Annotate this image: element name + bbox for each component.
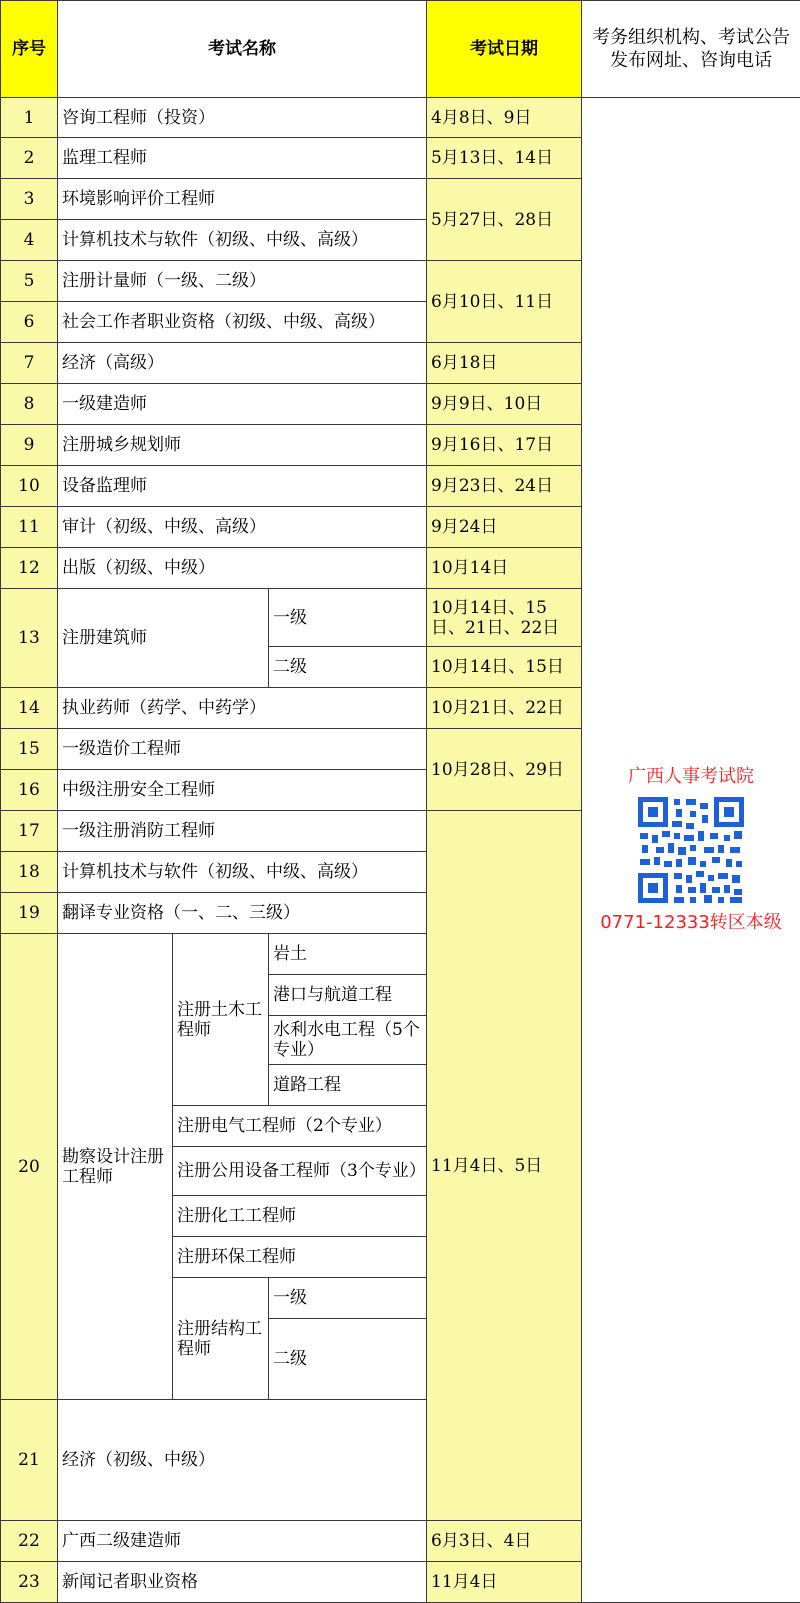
exam-date: 5月13日、14日 [427, 138, 582, 179]
exam-name: 审计（初级、中级、高级） [58, 507, 427, 548]
header-seq: 序号 [1, 1, 58, 98]
exam-sub-level: 一级 [269, 1278, 427, 1319]
header-exam-date: 考试日期 [427, 1, 582, 98]
exam-name: 中级注册安全工程师 [58, 770, 427, 811]
row-seq: 4 [1, 220, 58, 261]
header-exam-name: 考试名称 [58, 1, 427, 98]
row-seq: 3 [1, 179, 58, 220]
org-phone: 0771-12333转区本级 [600, 912, 782, 933]
exam-date: 6月10日、11日 [427, 261, 582, 343]
row-seq: 9 [1, 425, 58, 466]
exam-name: 一级造价工程师 [58, 729, 427, 770]
header-org: 考务组织机构、考试公告发布网址、咨询电话 [582, 1, 800, 98]
exam-name: 执业药师（药学、中药学） [58, 688, 427, 729]
exam-date: 6月18日 [427, 343, 582, 384]
exam-name: 计算机技术与软件（初级、中级、高级） [58, 220, 427, 261]
exam-name: 监理工程师 [58, 138, 427, 179]
org-name: 广西人事考试院 [628, 766, 755, 787]
row-seq: 17 [1, 811, 58, 852]
exam-date: 9月16日、17日 [427, 425, 582, 466]
exam-date: 10月14日、15日 [427, 647, 582, 688]
exam-sub-category: 注册土木工程师 [173, 934, 269, 1106]
exam-date: 9月23日、24日 [427, 466, 582, 507]
exam-name: 新闻记者职业资格 [58, 1562, 427, 1603]
org-cell [582, 98, 800, 1603]
exam-date: 6月3日、4日 [427, 1521, 582, 1562]
row-seq: 19 [1, 893, 58, 934]
exam-date: 11月4日、5日 [427, 811, 582, 1521]
row-seq: 22 [1, 1521, 58, 1562]
row-seq: 11 [1, 507, 58, 548]
row-seq: 12 [1, 548, 58, 589]
exam-date: 4月8日、9日 [427, 98, 582, 138]
exam-date: 11月4日 [427, 1562, 582, 1603]
exam-name: 经济（高级） [58, 343, 427, 384]
row-seq: 16 [1, 770, 58, 811]
exam-name: 出版（初级、中级） [58, 548, 427, 589]
row-seq: 5 [1, 261, 58, 302]
row-seq: 21 [1, 1400, 58, 1521]
row-seq: 23 [1, 1562, 58, 1603]
row-seq: 1 [1, 98, 58, 138]
exam-date: 5月27日、28日 [427, 179, 582, 261]
exam-name: 广西二级建造师 [58, 1521, 427, 1562]
exam-sub-category: 注册结构工程师 [173, 1278, 269, 1400]
exam-sub-specialty: 水利水电工程（5个专业） [269, 1016, 427, 1065]
row-seq: 2 [1, 138, 58, 179]
exam-sub-level: 二级 [269, 647, 427, 688]
exam-sub-specialty: 港口与航道工程 [269, 975, 427, 1016]
exam-date: 10月14日、15日、21日、22日 [427, 589, 582, 647]
exam-sub-category: 注册化工工程师 [173, 1196, 427, 1237]
exam-name: 一级注册消防工程师 [58, 811, 427, 852]
exam-name: 一级建造师 [58, 384, 427, 425]
row-seq: 6 [1, 302, 58, 343]
row-seq: 10 [1, 466, 58, 507]
exam-sub-level: 一级 [269, 589, 427, 647]
exam-date: 10月28日、29日 [427, 729, 582, 811]
exam-name: 注册城乡规划师 [58, 425, 427, 466]
exam-name: 翻译专业资格（一、二、三级） [58, 893, 427, 934]
exam-name: 环境影响评价工程师 [58, 179, 427, 220]
exam-sub-category: 注册电气工程师（2个专业） [173, 1106, 427, 1147]
exam-sub-category: 注册环保工程师 [173, 1237, 427, 1278]
exam-name: 计算机技术与软件（初级、中级、高级） [58, 852, 427, 893]
qr-code-icon[interactable] [638, 797, 744, 903]
row-seq: 14 [1, 688, 58, 729]
exam-name: 注册计量师（一级、二级） [58, 261, 427, 302]
row-seq: 13 [1, 589, 58, 688]
exam-date: 9月24日 [427, 507, 582, 548]
exam-sub-category: 注册公用设备工程师（3个专业） [173, 1147, 427, 1196]
exam-name: 咨询工程师（投资） [58, 98, 427, 138]
exam-name: 经济（初级、中级） [58, 1400, 427, 1521]
exam-name: 勘察设计注册工程师 [58, 934, 173, 1400]
row-seq: 18 [1, 852, 58, 893]
exam-date: 10月14日 [427, 548, 582, 589]
exam-sub-level: 二级 [269, 1319, 427, 1400]
row-seq: 15 [1, 729, 58, 770]
exam-name: 注册建筑师 [58, 589, 269, 688]
row-seq: 7 [1, 343, 58, 384]
row-seq: 8 [1, 384, 58, 425]
exam-date: 10月21日、22日 [427, 688, 582, 729]
exam-sub-specialty: 道路工程 [269, 1065, 427, 1106]
exam-name: 社会工作者职业资格（初级、中级、高级） [58, 302, 427, 343]
exam-sub-specialty: 岩土 [269, 934, 427, 975]
exam-date: 9月9日、10日 [427, 384, 582, 425]
row-seq: 20 [1, 934, 58, 1400]
exam-name: 设备监理师 [58, 466, 427, 507]
